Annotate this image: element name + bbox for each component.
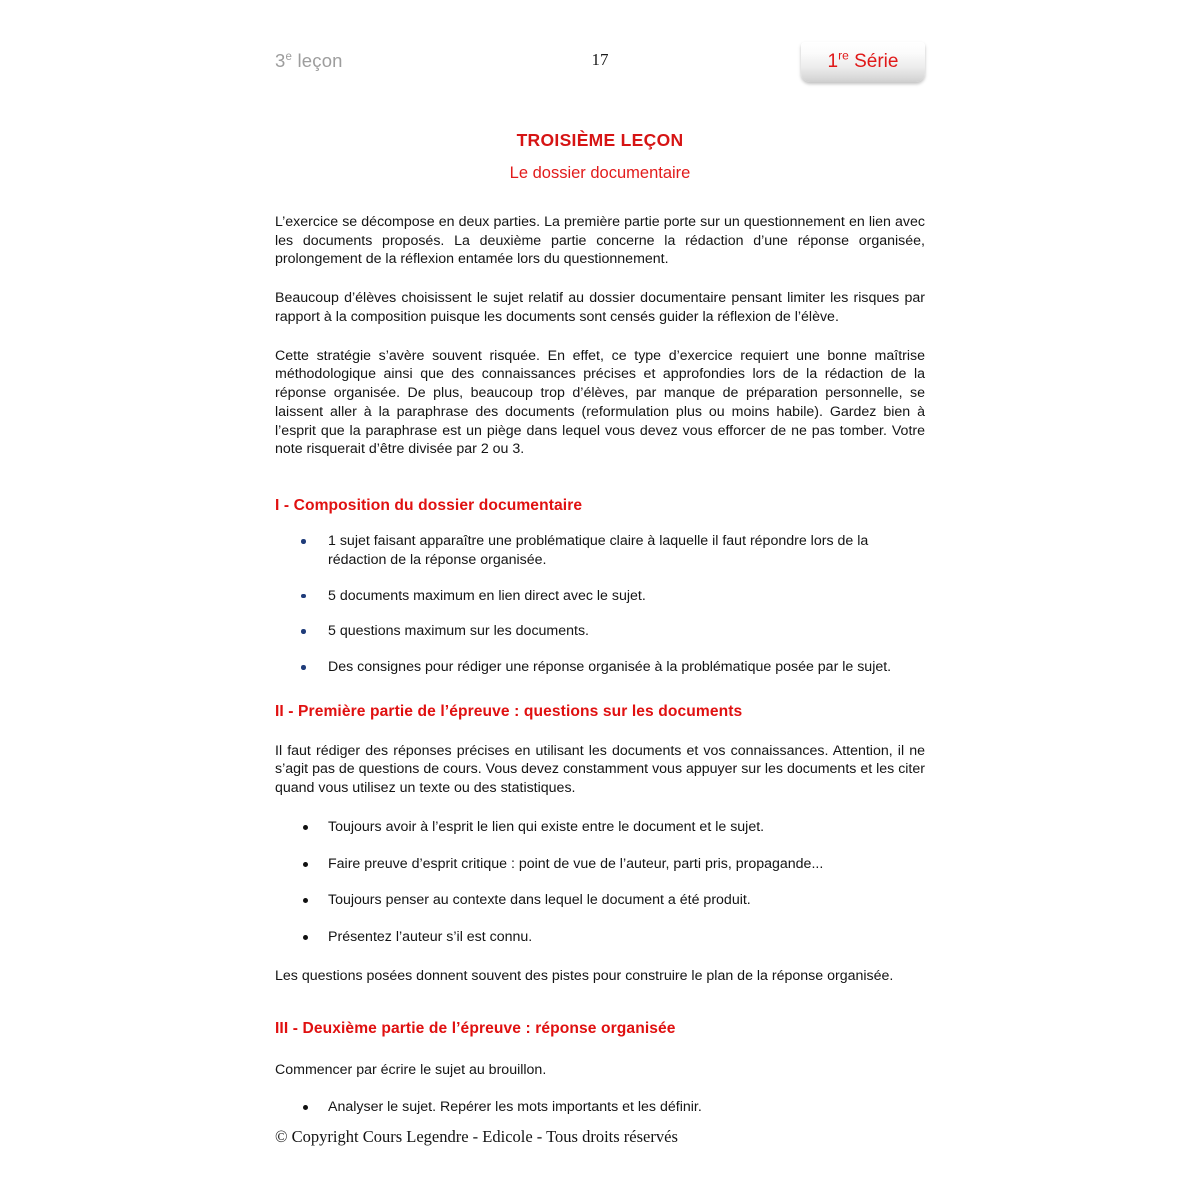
section-heading-i: I - Composition du dossier documentaire: [275, 497, 583, 515]
serie-badge: [801, 42, 925, 82]
page-number: 17: [591, 50, 609, 69]
section-i-bullet-list: [275, 532, 925, 677]
list-item: Faire preuve d’esprit critique : point de vue de l’auteur, parti pris, propagande...: [275, 855, 925, 874]
serie-badge-label: [827, 48, 899, 73]
section-heading-ii: II - Première partie de l’épreuve : questions sur les documents: [275, 702, 743, 720]
list-item: 1 sujet faisant apparaître une problématique claire à laquelle il faut répondre lors de la rédaction de la réponse organisée.: [275, 532, 925, 569]
lesson-label-ordinal-suffix: e: [285, 50, 293, 63]
list-item: 5 documents maximum en lien direct avec le sujet.: [275, 587, 925, 606]
footer-copyright: © Copyright Cours Legendre - Edicole - Tous droits réservés: [275, 1127, 678, 1146]
list-item: 5 questions maximum sur les documents.: [275, 622, 925, 641]
lesson-label-number: 3: [275, 50, 286, 71]
section-ii-paragraph: Il faut rédiger des réponses précises en utilisant les documents et vos connaissances. Attention, il ne s’agit pas de questions de cours. Vous devez constamment vous appuyer sur les documents et les citer quand vous utilisez un texte ou des statistiques.: [275, 742, 925, 797]
page-subtitle: Le dossier documentaire: [509, 164, 691, 182]
section-heading-iii: III - Deuxième partie de l’épreuve : réponse organisée: [275, 1019, 676, 1037]
section-ii-bullet-list: [275, 818, 925, 947]
list-item: Toujours avoir à l’esprit le lien qui existe entre le document et le sujet.: [275, 818, 925, 837]
serie-number: 1: [827, 51, 839, 72]
intro-paragraph-2: Beaucoup d’élèves choisissent le sujet relatif au dossier documentaire pensant limiter les risques par rapport à la composition puisque les documents sont censés guider la réflexion de l’élève.: [275, 290, 925, 325]
serie-ordinal-suffix: re: [838, 48, 849, 63]
page-title: TROISIÈME LEÇON: [516, 129, 684, 150]
lesson-label: [275, 50, 343, 72]
list-item: Des consignes pour rédiger une réponse organisée à la problématique posée par le sujet.: [275, 658, 925, 677]
section-ii-closing-paragraph: Les questions posées donnent souvent des pistes pour construire le plan de la réponse organisée.: [275, 967, 894, 984]
section-iii-bullet-list: [275, 1098, 925, 1117]
intro-paragraph-1: L’exercice se décompose en deux parties. La première partie porte sur un questionnement en lien avec les documents proposés. La deuxième partie concerne la rédaction d’une réponse organisée, prolongement de la réflexion entamée lors du questionnement.: [275, 214, 925, 268]
section-iii-paragraph: Commencer par écrire le sujet au brouillon.: [275, 1061, 547, 1078]
page-header: [275, 42, 925, 88]
list-item: Présentez l’auteur s’il est connu.: [275, 928, 925, 947]
list-item: Analyser le sujet. Repérer les mots importants et les définir.: [275, 1098, 925, 1117]
lesson-label-text: leçon: [292, 50, 343, 71]
list-item: Toujours penser au contexte dans lequel le document a été produit.: [275, 891, 925, 910]
document-body: [275, 213, 925, 1117]
serie-text-suffix: Série: [848, 51, 899, 72]
intro-paragraph-3: Cette stratégie s’avère souvent risquée. En effet, ce type d’exercice requiert une bonne maîtrise méthodologique ainsi que des connaissances précises et approfondies lors de la rédaction de la réponse organisée. De plus, beaucoup trop d’élèves, par manque de préparation personnelle, se laissent aller à la paraphrase des documents (reformulation plus ou moins habile). Gardez bien à l’esprit que la paraphrase est un piège dans lequel vous devez vous efforcer de ne pas tomber. Votre note risquerait d’être divisée par 2 ou 3.: [275, 347, 925, 458]
